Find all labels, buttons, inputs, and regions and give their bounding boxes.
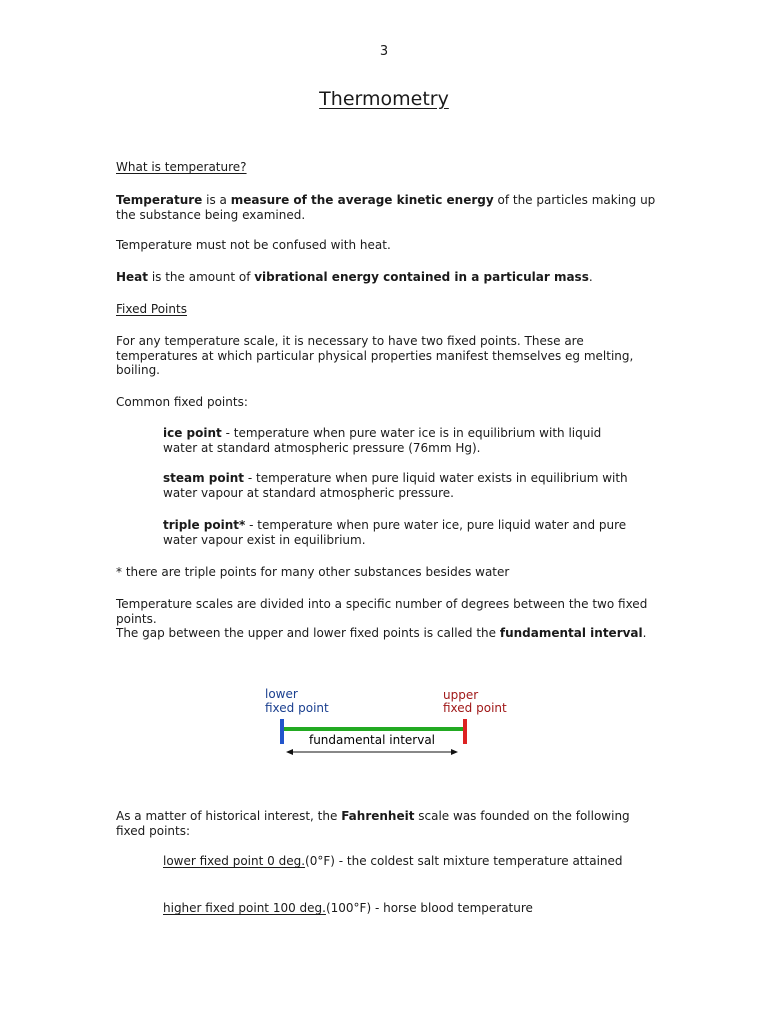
text: - temperature when pure water ice, pure liquid water and pure water vapour exist in equilibrium. — [163, 518, 627, 547]
text: (0°F) - the coldest salt mixture temperature attained — [305, 854, 623, 868]
text: As a matter of historical interest, the — [116, 809, 342, 823]
fixed-points-intro: For any temperature scale, it is necessary to have two fixed points. These are temperatures at which particular physical properties manifest themselves eg melting, boiling. — [116, 334, 634, 377]
term-temperature: Temperature — [116, 193, 203, 207]
text: (100°F) - horse blood temperature — [325, 901, 533, 915]
text: is a — [202, 193, 231, 207]
ice-point-item — [163, 426, 633, 456]
not-heat-note: Temperature must not be confused with heat. — [116, 238, 391, 252]
heading-what-is-temperature: What is temperature? — [116, 160, 247, 174]
upper-label-line1: upper — [443, 688, 479, 702]
text: . — [642, 626, 647, 640]
term-ice-point: ice point — [163, 426, 222, 440]
interval-label: fundamental interval — [308, 733, 436, 747]
lower-label-line2: fixed point — [265, 701, 329, 715]
fundamental-interval-diagram — [250, 682, 530, 772]
term-fahrenheit: Fahrenheit — [341, 809, 415, 823]
heading-fixed-points: Fixed Points — [116, 302, 187, 316]
term-steam-point: steam point — [163, 471, 245, 485]
fahrenheit-intro — [116, 809, 656, 838]
fahrenheit-higher-point — [163, 901, 633, 916]
term-fundamental-interval: fundamental interval — [499, 626, 643, 640]
lower-label-line1: lower — [265, 687, 298, 701]
text: is the amount of — [148, 270, 255, 284]
text: . — [588, 270, 593, 284]
upper-label-line2: fixed point — [443, 701, 507, 715]
common-fixed-points: Common fixed points: — [116, 395, 248, 409]
text: Temperature scales are divided into a specific number of degrees between the two fixed points. — [116, 597, 648, 626]
bold-phrase: measure of the average kinetic energy — [230, 193, 494, 207]
diagram-svg — [250, 682, 530, 772]
definition-temperature — [116, 193, 656, 222]
page-number: 3 — [379, 44, 389, 59]
text: - temperature when pure water ice is in equilibrium with liquid water at standard atmospheric pressure (76mm Hg). — [163, 426, 602, 455]
text: The gap between the upper and lower fixed points is called the — [116, 626, 500, 640]
footnote: * there are triple points for many other substances besides water — [116, 565, 510, 579]
arrow-left-head — [286, 749, 293, 755]
scales-description — [116, 597, 656, 641]
arrow-right-head — [451, 749, 458, 755]
text: - temperature when pure liquid water exists in equilibrium with water vapour at standard atmospheric pressure. — [163, 471, 628, 500]
text: of the particles making up the substance being examined. — [116, 193, 656, 222]
higher-fixed-point-label: higher fixed point 100 deg. — [163, 901, 326, 915]
triple-point-item — [163, 518, 633, 548]
term-heat: Heat — [116, 270, 149, 284]
page-title: Thermometry — [319, 88, 449, 110]
bold-phrase: vibrational energy contained in a particular mass — [254, 270, 589, 284]
term-triple-point: triple point* — [163, 518, 246, 532]
text: scale was founded on the following fixed points: — [116, 809, 630, 838]
lower-fixed-point-label: lower fixed point 0 deg. — [163, 854, 306, 868]
definition-heat — [116, 270, 656, 285]
steam-point-item — [163, 471, 633, 501]
fahrenheit-lower-point — [163, 854, 633, 869]
